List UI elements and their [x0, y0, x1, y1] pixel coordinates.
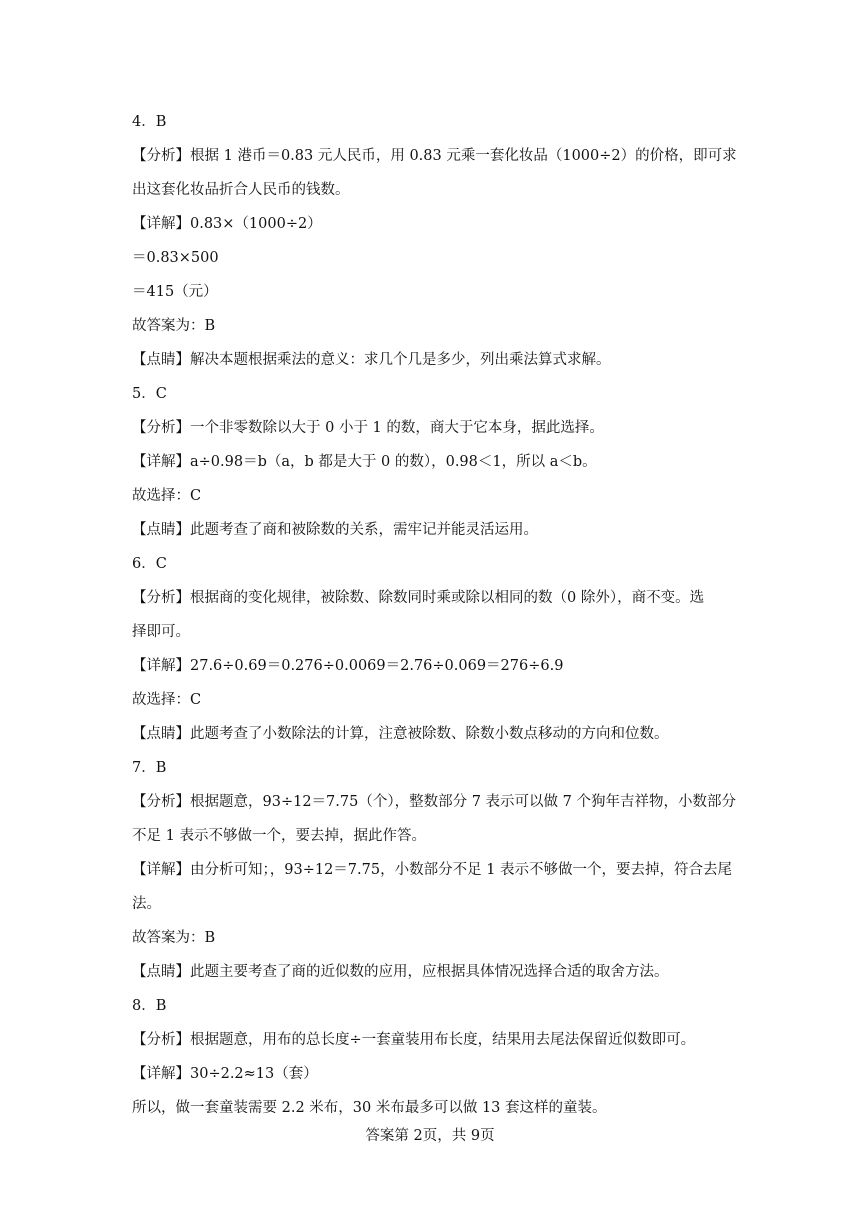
answer-7-heading: 7．B: [132, 760, 167, 776]
answer-4-detail: 【详解】0.83×（1000÷2）: [132, 216, 322, 232]
answer-6-comment: 【点睛】此题考查了小数除法的计算，注意被除数、除数小数点移动的方向和位数。: [132, 726, 669, 742]
answer-5-heading: 5．C: [132, 386, 167, 402]
answer-5-detail: 【详解】a÷0.98＝b（a，b 都是大于 0 的数），0.98＜1，所以 a＜b。: [132, 454, 597, 470]
answer-8-analysis: 【分析】根据题意，用布的总长度÷一套童装用布长度，结果用去尾法保留近似数即可。: [132, 1032, 696, 1048]
answer-6-result: 故选择：C: [132, 692, 202, 708]
answer-8-conclusion: 所以，做一套童装需要 2.2 米布，30 米布最多可以做 13 套这样的童装。: [132, 1100, 607, 1116]
answer-4-analysis-cont: 出这套化妆品折合人民币的钱数。: [132, 182, 350, 198]
answer-7-comment: 【点睛】此题主要考查了商的近似数的应用，应根据具体情况选择合适的取舍方法。: [132, 964, 669, 980]
answer-8-detail: 【详解】30÷2.2≈13（套）: [132, 1066, 318, 1082]
answer-7-detail-cont: 法。: [132, 896, 161, 912]
answer-7-detail: 【详解】由分析可知；，93÷12＝7.75，小数部分不足 1 表示不够做一个，要去掉，符合去尾: [132, 862, 733, 878]
answer-5-comment: 【点睛】此题考查了商和被除数的关系，需牢记并能灵活运用。: [132, 522, 538, 538]
answer-4-comment: 【点睛】解决本题根据乘法的意义：求几个几是多少，列出乘法算式求解。: [132, 352, 611, 368]
answer-6-analysis-cont: 择即可。: [132, 624, 190, 640]
page-footer: 答案第 2页，共 9页: [365, 1128, 495, 1144]
answer-6-detail: 【详解】27.6÷0.69＝0.276÷0.0069＝2.76÷0.069＝276÷6.9: [132, 658, 564, 674]
answer-5-analysis: 【分析】一个非零数除以大于 0 小于 1 的数，商大于它本身，据此选择。: [132, 420, 604, 436]
answer-4-step: ＝415（元）: [132, 284, 218, 300]
answer-8-heading: 8．B: [132, 998, 167, 1014]
answer-6-heading: 6．C: [132, 556, 167, 572]
answer-7-analysis-cont: 不足 1 表示不够做一个，要去掉，据此作答。: [132, 828, 426, 844]
answer-7-analysis: 【分析】根据题意，93÷12＝7.75（个），整数部分 7 表示可以做 7 个狗年吉祥物，小数部分: [132, 794, 736, 810]
answer-4-step: ＝0.83×500: [132, 250, 219, 266]
answer-7-result: 故答案为：B: [132, 930, 216, 946]
answer-5-result: 故选择：C: [132, 488, 202, 504]
answer-6-analysis: 【分析】根据商的变化规律，被除数、除数同时乘或除以相同的数（0 除外），商不变。选: [132, 590, 705, 606]
answer-4-heading: 4．B: [132, 114, 167, 130]
answer-4-result: 故答案为：B: [132, 318, 216, 334]
answer-4-analysis: 【分析】根据 1 港币＝0.83 元人民币，用 0.83 元乘一套化妆品（1000÷2）的价格，即可求: [132, 148, 737, 164]
